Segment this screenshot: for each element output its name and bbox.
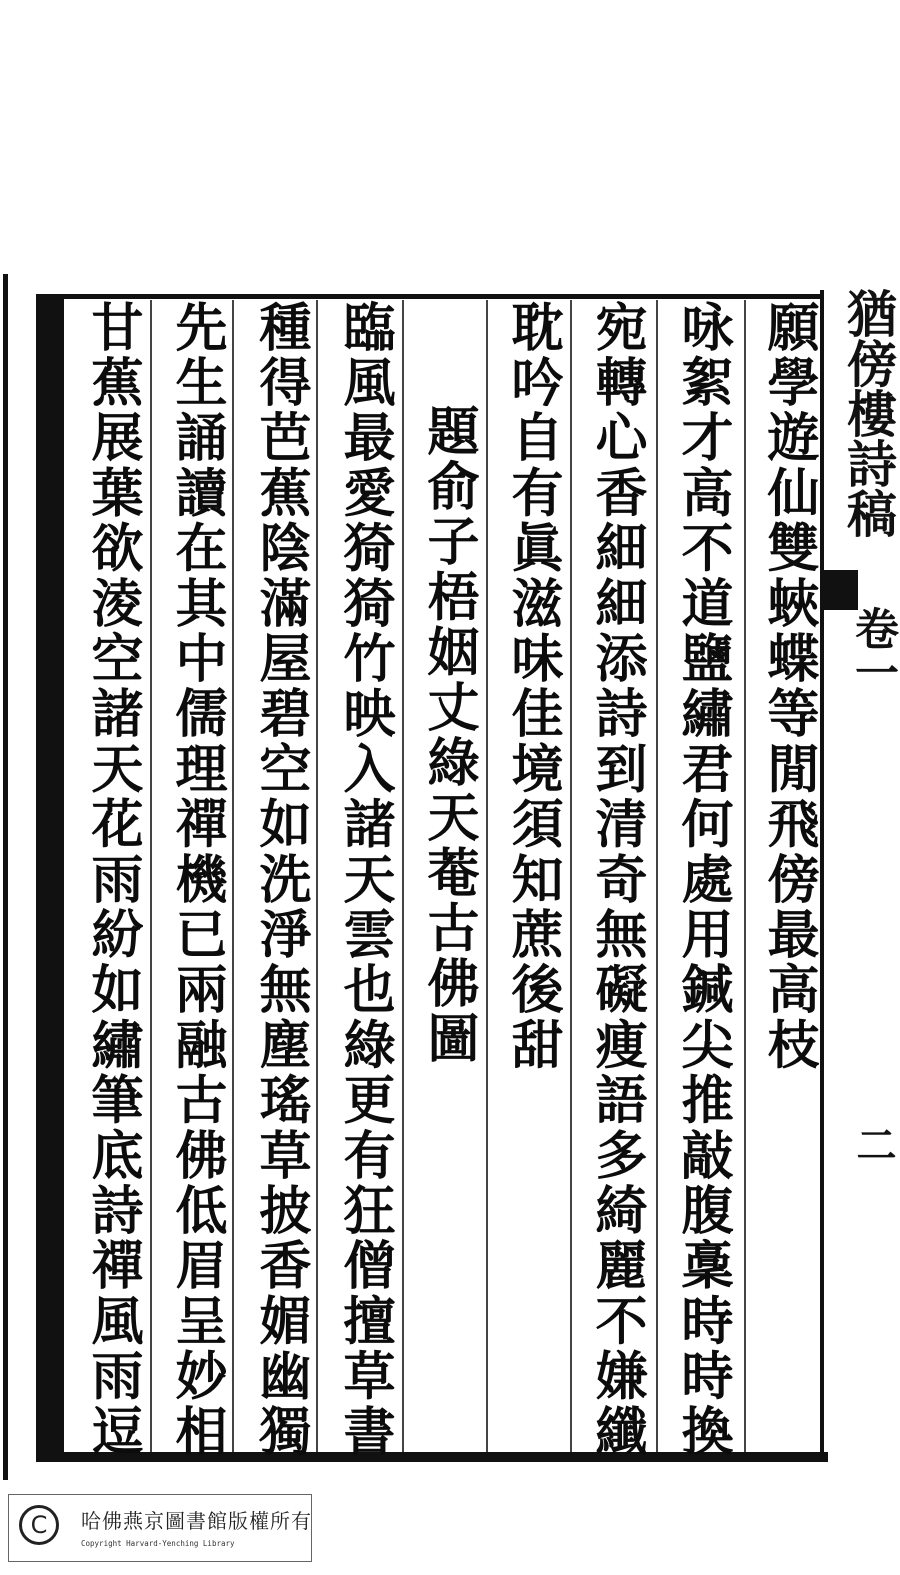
book-margin-label bbox=[824, 270, 900, 1470]
text-column-1: 願學遊仙雙蛺蝶等閒飛傍最高枝 bbox=[758, 300, 819, 1073]
text-column-2: 咏絮才高不道鹽繡君何處用鍼尖推敲腹稾時時換 bbox=[672, 300, 733, 1460]
text-column-9: 甘蕉展葉欲淩空諸天花雨紛如繡筆底詩禪風雨逗 bbox=[82, 300, 143, 1460]
margin-folio-number: 二 bbox=[850, 1124, 897, 1164]
poem-title: 題俞子梧姻丈綠天菴古佛圖 bbox=[418, 404, 479, 1067]
column-divider bbox=[316, 300, 318, 1452]
column-divider bbox=[150, 300, 152, 1452]
column-divider bbox=[402, 300, 404, 1452]
column-divider bbox=[744, 300, 746, 1452]
margin-book-title: 猶傍樓詩稿 bbox=[839, 288, 898, 538]
copyright-chinese-text: 哈佛燕京圖書館版權所有 bbox=[81, 1509, 312, 1533]
column-divider bbox=[232, 300, 234, 1452]
frame-left-border bbox=[36, 294, 64, 1462]
copyright-icon: C bbox=[19, 1505, 59, 1545]
text-column-8: 先生誦讀在其中儒理禪機已兩融古佛低眉呈妙相 bbox=[166, 300, 227, 1460]
column-divider bbox=[570, 300, 572, 1452]
column-divider bbox=[656, 300, 658, 1452]
column-divider bbox=[486, 300, 488, 1452]
fish-tail-mark bbox=[824, 570, 858, 610]
text-column-4: 耽吟自有眞滋味佳境須知蔗後甜 bbox=[502, 300, 563, 1073]
text-column-6: 臨風最愛猗猗竹映入諸天雲也綠更有狂僧擅草書 bbox=[334, 300, 395, 1460]
text-column-7: 種得芭蕉陰滿屋碧空如洗淨無塵瑤草披香媚幽獨 bbox=[250, 300, 311, 1460]
page-edge-rule bbox=[3, 274, 8, 1480]
text-column-3: 宛轉心香細細添詩到清奇無礙痩語多綺麗不嫌纖 bbox=[586, 300, 647, 1460]
copyright-english-text: Copyright Harvard-Yenching Library bbox=[81, 1539, 235, 1548]
copyright-notice bbox=[8, 1494, 312, 1562]
frame-top-border bbox=[36, 294, 822, 299]
margin-volume-number: 卷一 bbox=[847, 606, 898, 694]
